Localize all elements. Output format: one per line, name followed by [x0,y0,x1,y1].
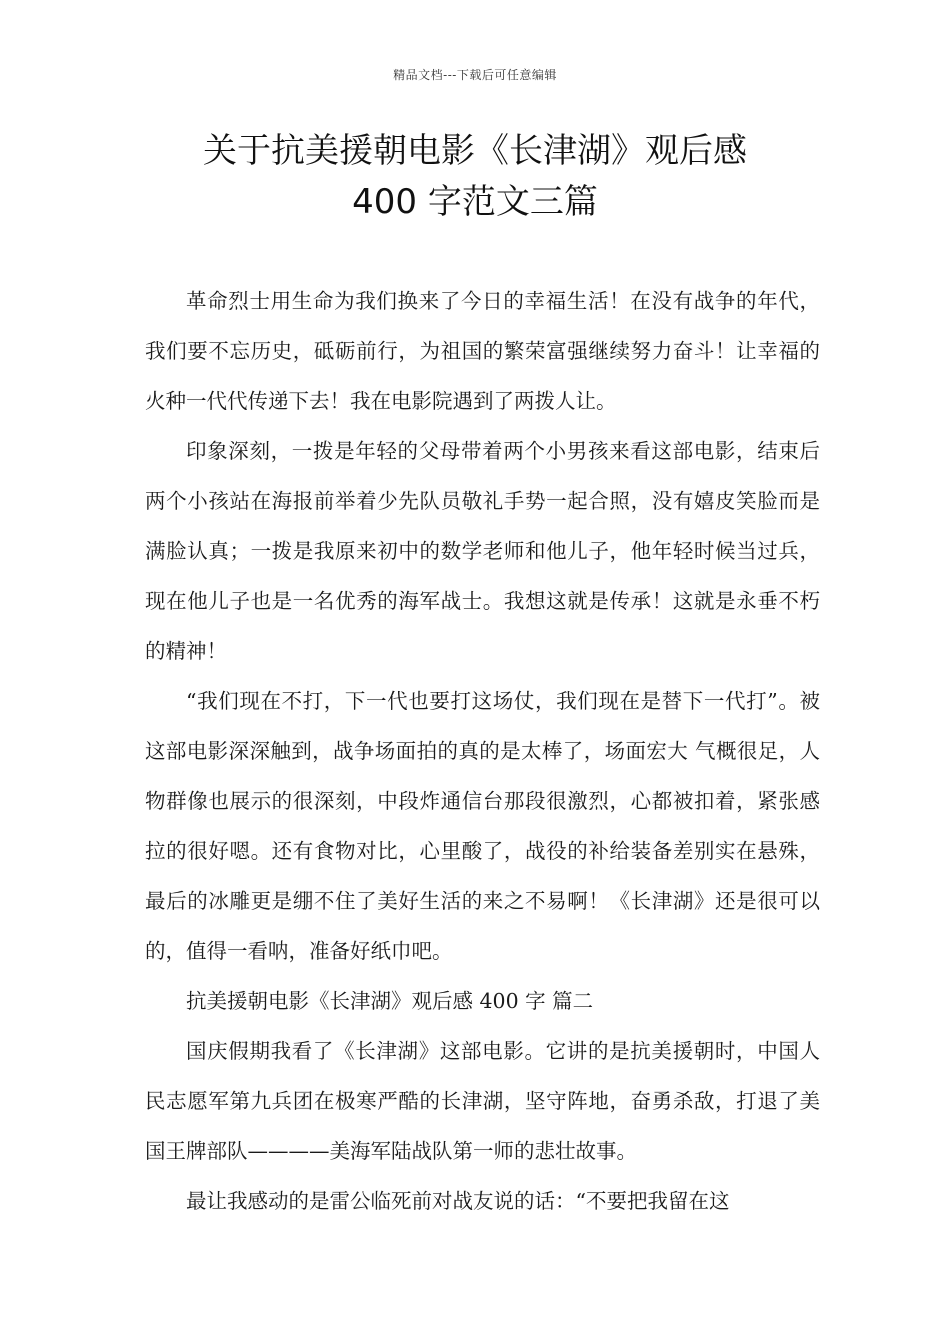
paragraph: 最让我感动的是雷公临死前对战友说的话：“不要把我留在这 [186,1189,730,1213]
document-body [145,276,820,1226]
title-line-2: 400 字范文三篇 [352,182,598,222]
paragraph: “我们现在不打，下一代也要打这场仗，我们现在是替下一代打”。被这部电影深深触到，战争场面拍的真的是太棒了，场面宏大 气概很足，人物群像也展示的很深刻，中段炸通信台那段很激烈，心都被扣着，紧张感拉的很好嗯。还有食物对比，心里酸了，战役的补给装备差别实在悬殊，最后的冰雕更是绷不住了美好生活的来之不易啊！《长津湖》还是很可以的，值得一看呐，准备好纸巾吧。 [145,689,820,963]
header-note: 精品文档---下载后可任意编辑 [393,68,557,82]
paragraph: 印象深刻，一拨是年轻的父母带着两个小男孩来看这部电影，结束后两个小孩站在海报前举着少先队员敬礼手势一起合照，没有嬉皮笑脸而是满脸认真；一拨是我原来初中的数学老师和他儿子，他年轻时候当过兵，现在他儿子也是一名优秀的海军战士。我想这就是传承！这就是永垂不朽的精神！ [145,439,820,663]
paragraph: 国庆假期我看了《长津湖》这部电影。它讲的是抗美援朝时，中国人民志愿军第九兵团在极寒严酷的长津湖，坚守阵地，奋勇杀敌，打退了美国王牌部队————美海军陆战队第一师的悲壮故事。 [145,1039,820,1163]
section-heading: 抗美援朝电影《长津湖》观后感 400 字 篇二 [186,989,594,1013]
title-line-1: 关于抗美援朝电影《长津湖》观后感 [203,131,747,171]
document-title [75,126,875,228]
paragraph: 革命烈士用生命为我们换来了今日的幸福生活！在没有战争的年代，我们要不忘历史，砥砺前行，为祖国的繁荣富强继续努力奋斗！让幸福的火种一代代传递下去！我在电影院遇到了两拨人让。 [145,289,820,413]
